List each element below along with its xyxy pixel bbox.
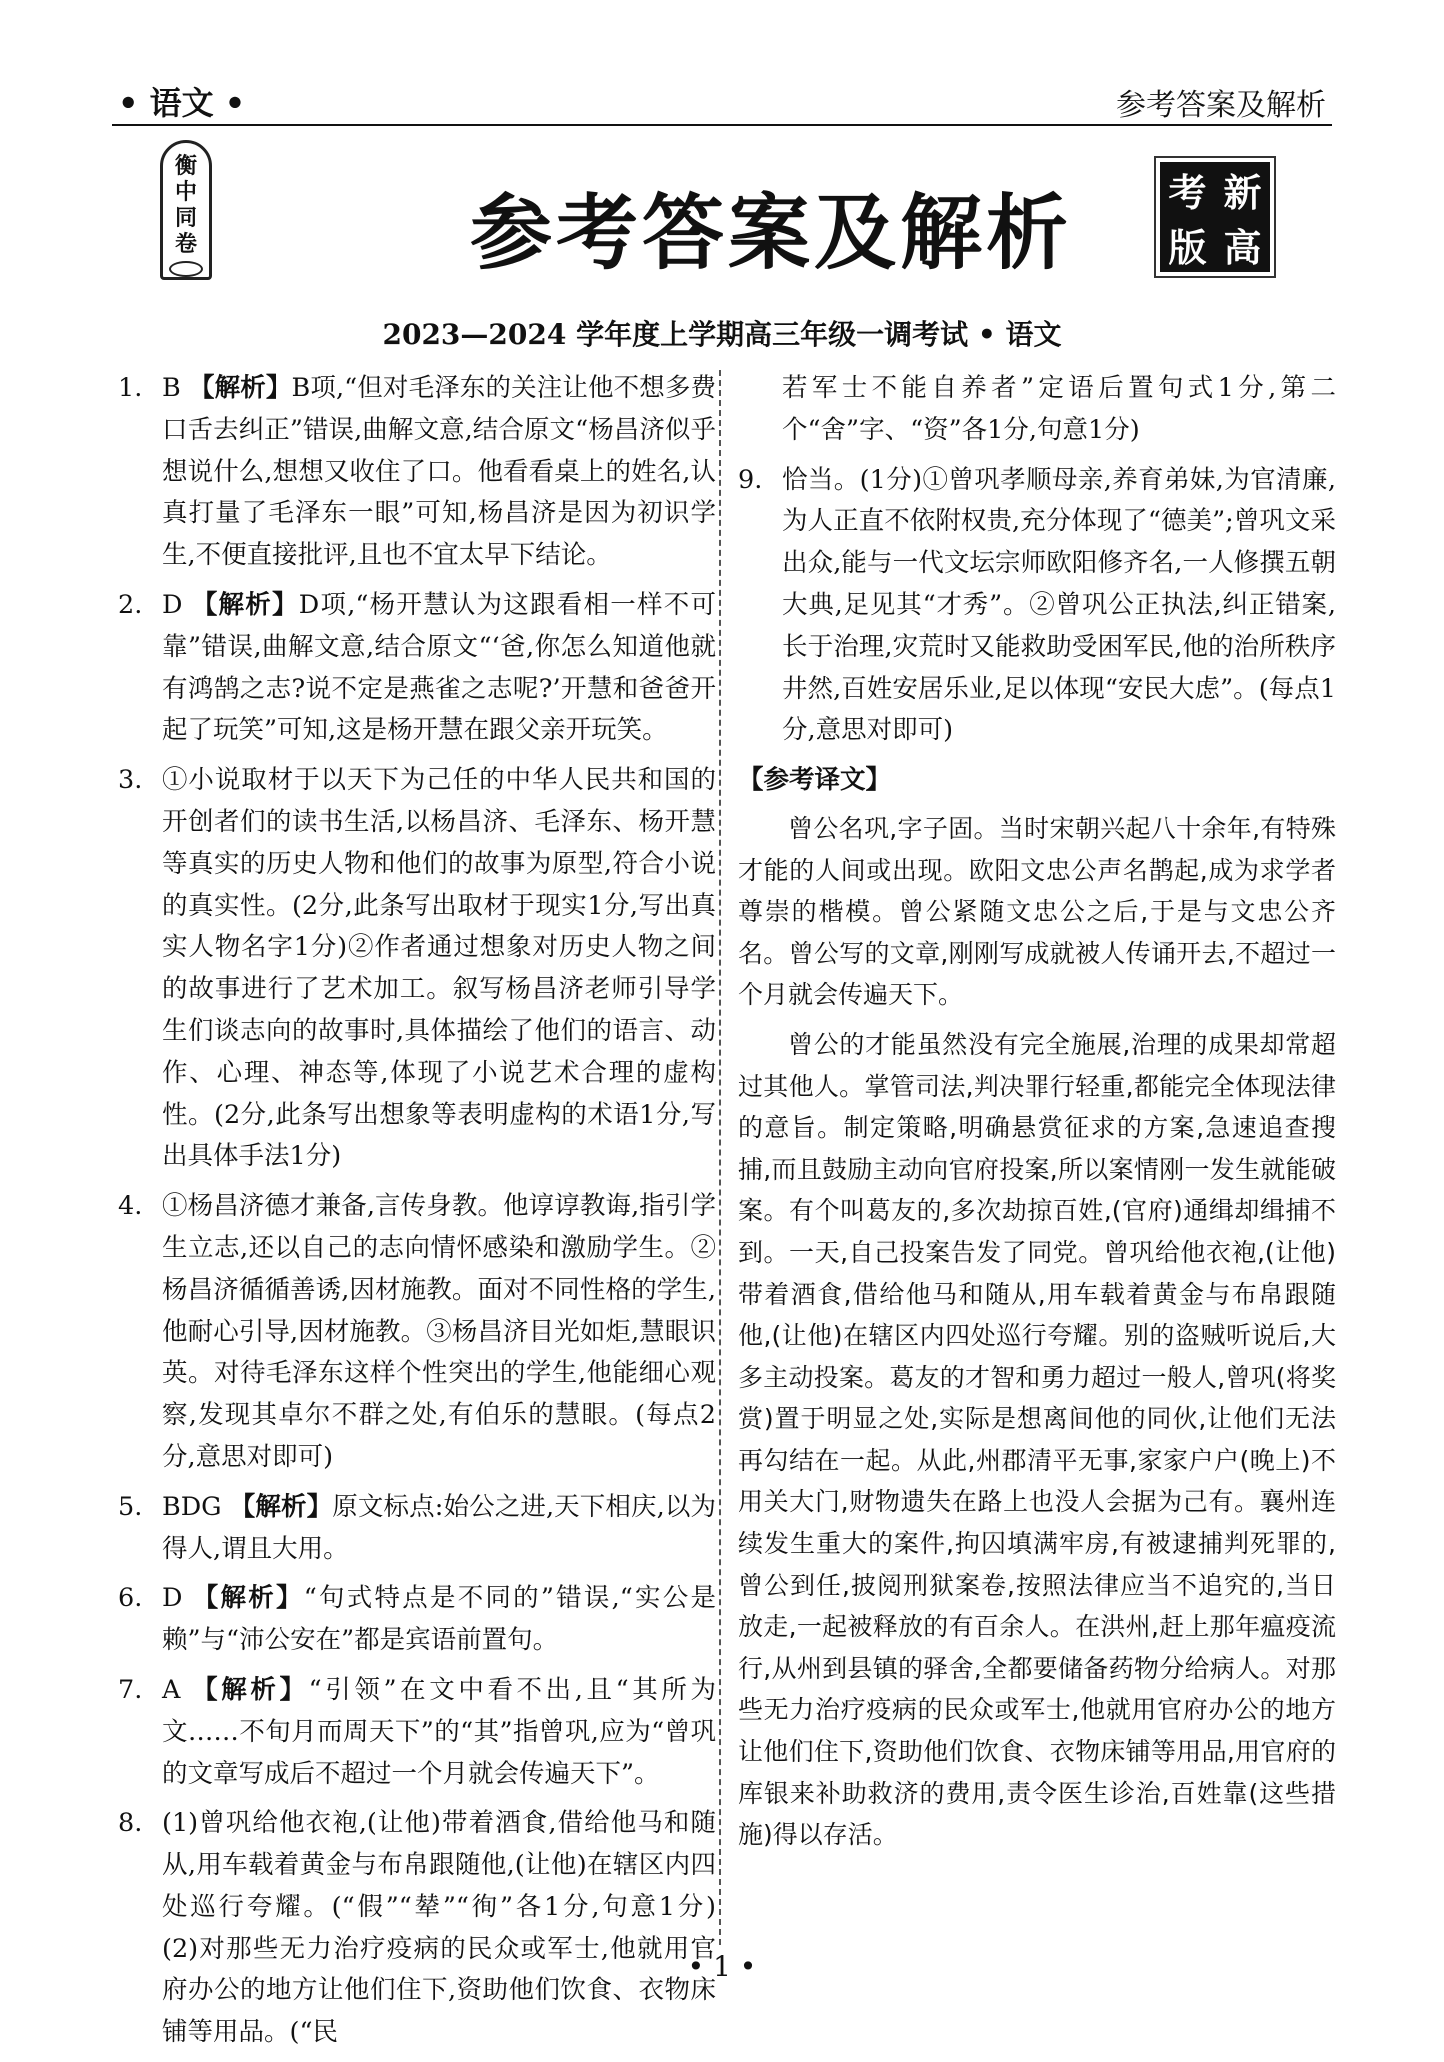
answer-text: D项,“杨开慧认为这跟看相一样不可靠”错误,曲解文意,结合原文“‘爸,你怎么知道他就有鸿鹄之志?说不定是燕雀之志呢?’开慧和爸爸开起了玩笑”可知,这是杨开慧在跟父亲开玩笑。	[162, 589, 716, 746]
answer-text: ①杨昌济德才兼备,言传身教。他谆谆教诲,指引学生立志,还以自己的志向情怀感染和激励学生。②杨昌济循循善诱,因材施教。面对不同性格的学生,他耐心引导,因材施教。③杨昌济目光如炬,慧眼识英。对待毛泽东这样个性突出的学生,他能细心观察,发现其卓尔不群之处,有伯乐的慧眼。(每点2分,意思对即可)	[162, 1191, 716, 1472]
analysis-label: 【解析】	[191, 589, 299, 620]
analysis-label: 【解析】	[229, 1491, 333, 1522]
answer-number: 7.	[118, 1674, 143, 1705]
seal-char: 中	[174, 179, 197, 205]
answer-number: 5.	[118, 1491, 143, 1522]
answer-text: B项,“但对毛泽东的关注让他不想多费口舌去纠正”错误,曲解文意,结合原文“杨昌济似乎想说什么,想想又收住了口。他看看桌上的姓名,认真打量了毛泽东一眼”可知,杨昌济是因为初识学生,不便直接批评,且也不宜太早下结论。	[162, 373, 716, 571]
stamp-char: 考	[1168, 171, 1207, 215]
translation-paragraph: 曾公的才能虽然没有完全施展,治理的成果却常超过其他人。掌管司法,判决罪行轻重,都能完全体现法律的意旨。制定策略,明确悬赏征求的方案,急速追查搜捕,而且鼓励主动向官府投案,所以案情刚一发生就能破案。有个叫葛友的,多次劫掠百姓,(官府)通缉却缉捕不到。一天,自己投案告发了同党。曾巩给他衣袍,(让他)带着酒食,借给他马和随从,用车载着黄金与布帛跟随他,(让他)在辖区内四处巡行夸耀。别的盗贼听说后,大多主动投案。葛友的才智和勇力超过一般人,曾巩(将奖赏)置于明显之处,实际是想离间他的同伙,让他们无法再勾结在一起。从此,州郡清平无事,家家户户(晚上)不用关大门,财物遗失在路上也没人会据为己有。襄州连续发生重大的案件,拘囚填满牢房,有被逮捕判死罪的,曾公到任,披阅刑狱案卷,按照法律应当不追究的,当日放走,一起被释放的有百余人。在洪州,赶上那年瘟疫流行,从州到县镇的驿舍,全都要储备药物分给病人。对那些无力治疗疫病的民众或军士,他就用官府办公的地方让他们住下,资助他们饮食、衣物床铺等用品,用官府的库银来补助救济的费用,责令医生诊治,百姓靠(这些措施)得以存活。	[738, 1029, 1336, 1850]
exam-subtitle: 2023—2024 学年度上学期高三年级一调考试 • 语文	[382, 318, 1062, 351]
translation-paragraph: 曾公名巩,字子固。当时宋朝兴起八十余年,有特殊才能的人间或出现。欧阳文忠公声名鹊起,成为求学者尊崇的楷模。曾公紧随文忠公之后,于是与文忠公齐名。曾公写的文章,刚刚写成就被人传诵开去,不超过一个月就会传遍天下。	[738, 813, 1336, 1010]
answer-item	[118, 1186, 716, 1479]
analysis-label: 【解析】	[189, 373, 292, 403]
answer-item	[118, 368, 716, 577]
answer-text: 恰当。(1分)①曾巩孝顺母亲,养育弟妹,为官清廉,为人正直不依附权贵,充分体现了“德美”;曾巩文采出众,能与一代文坛宗师欧阳修齐名,一人修撰五朝大典,足见其“才秀”。②曾巩公正执法,纠正错案,长于治理,灾荒时又能救助受困军民,他的治所秩序井然,百姓安居乐业,足以体现“安民大虑”。(每点1分,意思对即可)	[782, 464, 1336, 746]
translation-heading: 【参考译文】	[738, 765, 892, 796]
column-divider	[719, 370, 721, 1945]
header-subject: • 语文 •	[118, 84, 246, 122]
seal-char: 同	[174, 205, 197, 231]
seal-char: 卷	[174, 231, 197, 257]
stamp-char: 版	[1168, 226, 1207, 270]
new-gaokao-stamp-icon	[1160, 162, 1270, 272]
answer-item	[118, 1670, 716, 1795]
answer-number: 3.	[118, 765, 143, 796]
answer-number: 2.	[118, 589, 143, 620]
header-section-title: 参考答案及解析	[1116, 88, 1326, 123]
answer-item	[118, 760, 716, 1178]
answer-number: 4.	[118, 1191, 143, 1222]
answer-text: “句式特点是不同的”错误,“实公是赖”与“沛公安在”都是宾语前置句。	[162, 1583, 716, 1656]
seal-char: 衡	[174, 153, 197, 179]
right-column	[738, 368, 1336, 1864]
answer-number: 8.	[118, 1808, 143, 1839]
stamp-char: 新	[1223, 171, 1262, 215]
answer-text: 若军士不能自养者”定语后置句式1分,第二个“舍”字、“资”各1分,句意1分)	[782, 373, 1336, 445]
answer-text: “引领”在文中看不出,且“其所为文……不旬月而周天下”的“其”指曾巩,应为“曾巩的文章写成后不超过一个月就会传遍天下”。	[162, 1674, 716, 1789]
analysis-label: 【解析】	[192, 1583, 304, 1614]
answer-item	[738, 460, 1336, 753]
page-title: 参考答案及解析	[470, 186, 1073, 281]
seal-swirl-icon	[169, 261, 203, 277]
answer-item	[118, 585, 716, 752]
answer-text: 原文标点:始公之进,天下相庆,以为得人,谓且大用。	[162, 1491, 716, 1564]
page-number: • 1 •	[687, 1950, 757, 1983]
analysis-label: 【解析】	[192, 1674, 309, 1705]
publisher-seal-icon	[160, 140, 212, 280]
answer-text: ①小说取材于以天下为己任的中华人民共和国的开创者们的读书生活,以杨昌济、毛泽东、杨开慧等真实的历史人物和他们的故事为原型,符合小说的真实性。(2分,此条写出取材于现实1分,写出真实人物名字1分)②作者通过想象对历史人物之间的故事进行了艺术加工。叙写杨昌济老师引导学生们谈志向的故事时,具体描绘了他们的语言、动作、心理、神态等,体现了小说艺术合理的虚构性。(2分,此条写出想象等表明虚构的术语1分,写出具体手法1分)	[162, 765, 716, 1172]
stamp-char: 高	[1223, 226, 1262, 270]
header-rule	[112, 124, 1332, 126]
answer-continuation	[738, 368, 1336, 452]
answer-item	[118, 1487, 716, 1571]
answer-number: 1.	[118, 373, 143, 403]
answer-item	[118, 1578, 716, 1662]
answer-choice: D	[162, 589, 183, 620]
answer-choice: A	[162, 1674, 181, 1705]
answer-choice: D	[162, 1583, 183, 1614]
answer-text: (1)曾巩给他衣袍,(让他)带着酒食,借给他马和随从,用车载着黄金与布帛跟随他,(让他)在辖区内四处巡行夸耀。(“假”“辇”“徇”各1分,句意1分) (2)对那些无力治疗疫病的民众或军士,他就用官府办公的地方让他们住下,资助他们饮食、衣物床铺等用品。(“民	[162, 1808, 742, 2048]
answer-number: 6.	[118, 1583, 143, 1614]
answer-choice: B	[162, 373, 181, 403]
answer-number: 9.	[738, 464, 763, 495]
left-column	[118, 368, 742, 2062]
answer-item	[118, 1803, 742, 2054]
answer-choice: BDG	[162, 1491, 222, 1522]
